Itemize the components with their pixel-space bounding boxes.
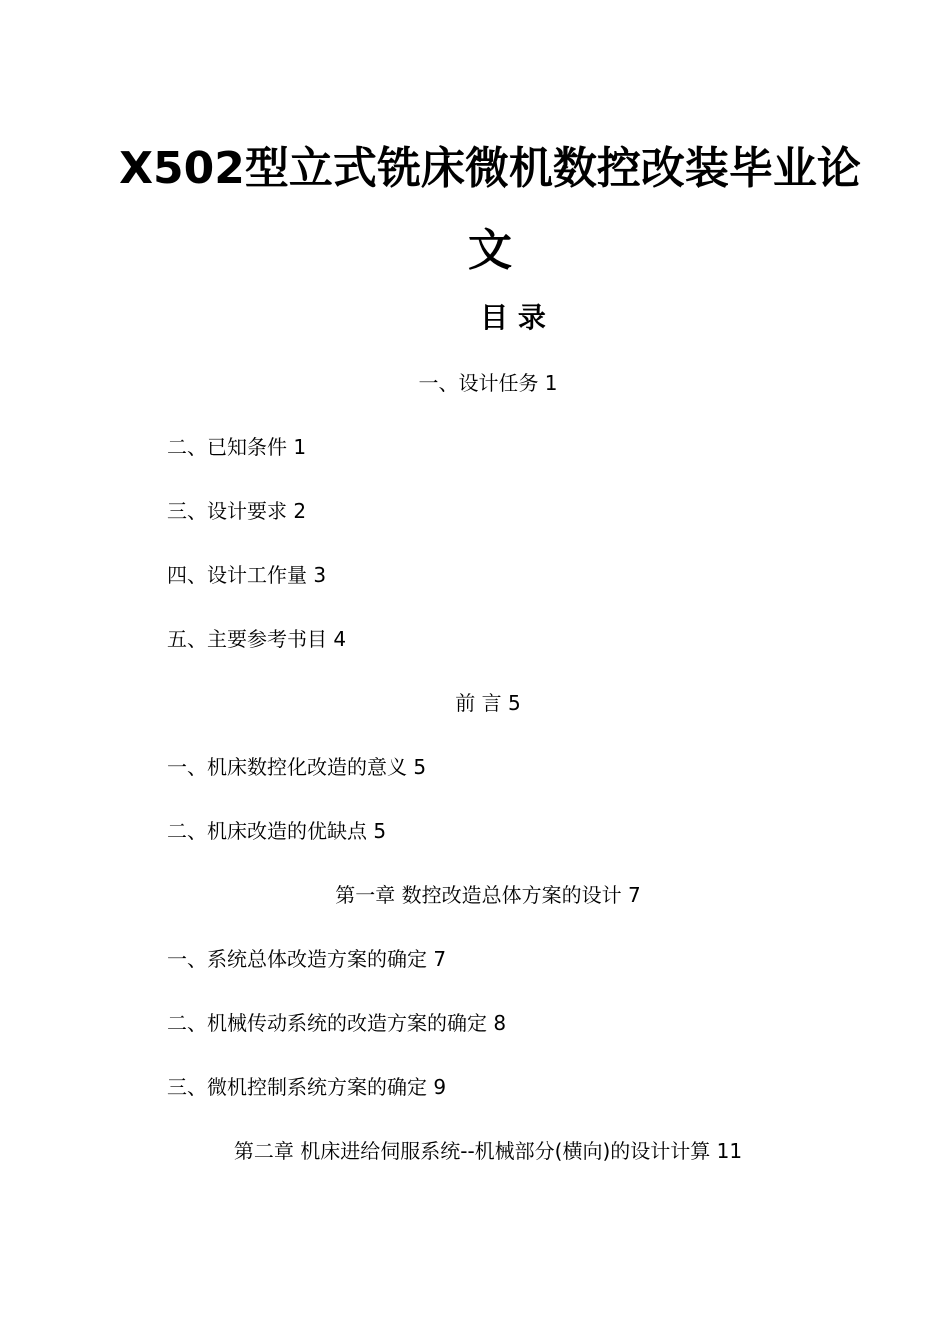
toc-entry-control-scheme[interactable]: 三、微机控制系统方案的确定 9 bbox=[167, 1075, 447, 1099]
toc-entry-chapter-2[interactable]: 第二章 机床进给伺服系统--机械部分(横向)的设计计算 11 bbox=[233, 1139, 743, 1163]
toc-entry-preface[interactable]: 前 言 5 bbox=[455, 691, 521, 715]
toc-entry-overall-scheme[interactable]: 一、系统总体改造方案的确定 7 bbox=[167, 947, 447, 971]
toc-entry-design-requirements[interactable]: 三、设计要求 2 bbox=[167, 499, 307, 523]
toc-entry-cnc-significance[interactable]: 一、机床数控化改造的意义 5 bbox=[167, 755, 427, 779]
toc-entry-references[interactable]: 五、主要参考书目 4 bbox=[167, 627, 347, 651]
document-title: X502型立式铣床微机数控改装毕业论文 bbox=[119, 143, 861, 276]
toc-entry-design-workload[interactable]: 四、设计工作量 3 bbox=[167, 563, 327, 587]
toc-entry-chapter-1[interactable]: 第一章 数控改造总体方案的设计 7 bbox=[335, 883, 641, 907]
toc-entry-known-conditions[interactable]: 二、已知条件 1 bbox=[167, 435, 307, 459]
toc-entry-design-task[interactable]: 一、设计任务 1 bbox=[418, 371, 558, 395]
toc-entry-pros-cons[interactable]: 二、机床改造的优缺点 5 bbox=[167, 819, 387, 843]
toc-entry-transmission-scheme[interactable]: 二、机械传动系统的改造方案的确定 8 bbox=[167, 1011, 507, 1035]
toc-heading: 目 录 bbox=[480, 301, 546, 334]
